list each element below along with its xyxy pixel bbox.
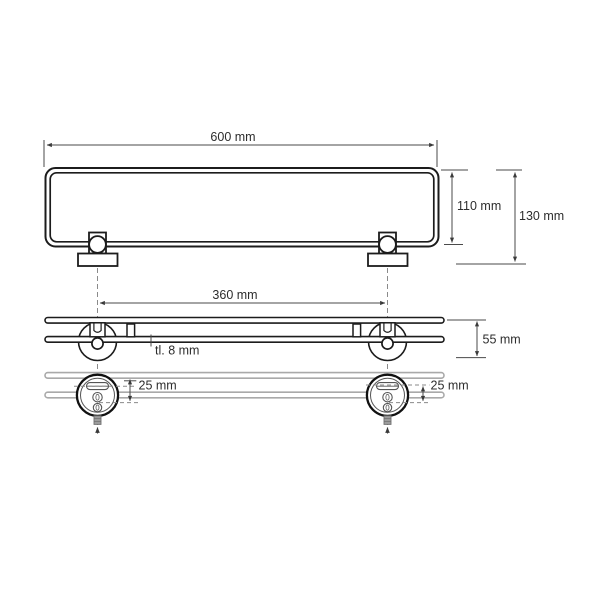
clamp-left xyxy=(90,323,105,349)
dim-label-overall-height: 130 mm xyxy=(519,209,565,223)
dim-height-130 xyxy=(456,170,526,264)
dim-label-offset-left: 25 mm xyxy=(138,378,177,393)
dim-label-glass-thickness: tl. 8 mm xyxy=(155,343,200,358)
dim-depth-55 xyxy=(447,320,486,358)
dim-label-offset-right: 25 mm xyxy=(430,378,469,393)
dim-label-inner-height: 110 mm xyxy=(457,199,502,213)
plan-view xyxy=(45,288,521,361)
dim-label-depth: 55 mm xyxy=(482,332,521,347)
dim-width-600 xyxy=(44,140,437,167)
dim-label-mount-spacing: 360 mm xyxy=(212,288,258,302)
wall-plate-left xyxy=(77,375,118,416)
wall-plate-right xyxy=(367,375,408,416)
glass-tab-right xyxy=(353,324,361,337)
clamp-right xyxy=(380,323,395,349)
front-view xyxy=(44,130,564,266)
glass-tab-left xyxy=(127,324,135,337)
screw-left xyxy=(94,416,101,425)
screw-right xyxy=(384,416,391,425)
mount-view xyxy=(45,373,469,434)
dim-label-width: 600 mm xyxy=(210,130,256,144)
